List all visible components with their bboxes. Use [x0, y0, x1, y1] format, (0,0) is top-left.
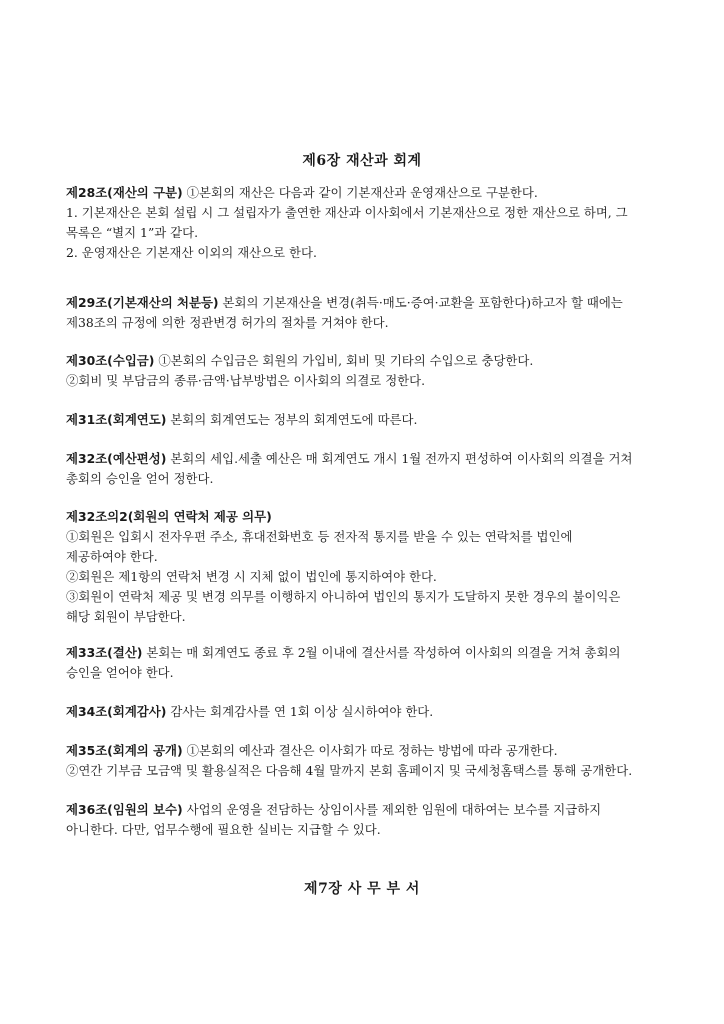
- article-30-line-2: ②회비 및 부담금의 종류·금액·납부방법은 이사회의 의결로 정한다.: [66, 373, 426, 388]
- article-28: [66, 183, 662, 263]
- article-30-heading: 제30조(수입금): [66, 353, 155, 368]
- article-32-2: [66, 507, 662, 627]
- article-35: [66, 741, 662, 781]
- article-35-line-1: [66, 741, 662, 761]
- article-32-2-line-4: ②회원은 제1항의 연락처 변경 시 지체 없이 법인에 통지하여야 한다.: [66, 569, 437, 584]
- article-36-heading: 제36조(임원의 보수): [66, 802, 183, 817]
- article-33-line-2: 승인을 얻어야 한다.: [66, 665, 174, 680]
- article-33-line-1: [66, 643, 662, 663]
- article-36-line-1: [66, 800, 662, 820]
- article-32-2-line-2: ①회원은 입회시 전자우편 주소, 휴대전화번호 등 전자적 통지를 받을 수 있는 연락처를 법인에: [66, 529, 573, 544]
- article-34-line-1: [66, 702, 662, 722]
- article-35-heading: 제35조(회계의 공개): [66, 743, 183, 758]
- article-29-heading: 제29조(기본재산의 처분등): [66, 295, 219, 310]
- article-34-heading: 제34조(회계감사): [66, 704, 167, 719]
- article-30: [66, 351, 662, 391]
- chapter-6-title: 제6장 재산과 회계: [302, 153, 422, 169]
- article-31-text: 본회의 회계연도는 정부의 회계연도에 따른다.: [166, 412, 418, 427]
- article-34-text: 감사는 회계감사를 연 1회 이상 실시하여야 한다.: [166, 704, 434, 719]
- article-29-line-1: [66, 293, 662, 313]
- article-32-heading: 제32조(예산편성): [66, 451, 167, 466]
- article-32-text: 본회의 세입.세출 예산은 매 회계연도 개시 1월 전까지 편성하여 이사회의 의결을 거쳐: [166, 451, 633, 466]
- article-28-line-4: 2. 운영재산은 기본재산 이외의 재산으로 한다.: [66, 245, 317, 260]
- article-29: [66, 293, 662, 333]
- article-33: [66, 643, 662, 683]
- article-32: [66, 449, 662, 489]
- article-32-2-line-1: [66, 507, 662, 527]
- article-30-text: ①본회의 수입금은 회원의 가입비, 회비 및 기타의 수입으로 충당한다.: [154, 353, 534, 368]
- article-34: [66, 702, 662, 722]
- article-28-line-2: 1. 기본재산은 본회 설립 시 그 설립자가 출연한 재산과 이사회에서 기본재산으로 정한 재산으로 하며, 그: [66, 205, 628, 220]
- article-31-line-1: [66, 410, 662, 430]
- article-35-line-2: ②연간 기부금 모금액 및 활용실적은 다음해 4월 말까지 본회 홈페이지 및 국세청홈택스를 통해 공개한다.: [66, 763, 633, 778]
- article-36: [66, 800, 662, 840]
- article-30-line-1: [66, 351, 662, 371]
- article-32-2-line-6: 해당 회원이 부담한다.: [66, 609, 186, 624]
- article-32-line-1: [66, 449, 662, 469]
- article-29-line-2: 제38조의 규정에 의한 정관변경 허가의 절차를 거쳐야 한다.: [66, 315, 389, 330]
- article-28-line-3: 목록은 “별지 1”과 같다.: [66, 225, 199, 240]
- article-32-line-2: 총회의 승인을 얻어 정한다.: [66, 471, 214, 486]
- article-28-line-1: [66, 183, 662, 203]
- article-31: [66, 410, 662, 430]
- article-32-2-heading: 제32조의2(회원의 연락처 제공 의무): [66, 509, 272, 524]
- article-33-text: 본회는 매 회계연도 종료 후 2월 이내에 결산서를 작성하여 이사회의 의결을 거쳐 총회의: [142, 645, 621, 660]
- article-28-heading: 제28조(재산의 구분): [66, 185, 183, 200]
- chapter-7-title: 제7장 사 무 부 서: [304, 881, 420, 897]
- article-31-heading: 제31조(회계연도): [66, 412, 167, 427]
- article-36-text: 사업의 운영을 전담하는 상임이사를 제외한 임원에 대하여는 보수를 지급하지: [182, 802, 602, 817]
- article-29-text: 본회의 기본재산을 변경(취득·매도·증여·교환을 포함한다)하고자 할 때에는: [218, 295, 623, 310]
- article-32-2-line-5: ③회원이 연락처 제공 및 변경 의무를 이행하지 아니하여 법인의 통지가 도달하지 못한 경우의 불이익은: [66, 589, 621, 604]
- article-35-text: ①본회의 예산과 결산은 이사회가 따로 정하는 방법에 따라 공개한다.: [182, 743, 558, 758]
- article-28-text: ①본회의 재산은 다음과 같이 기본재산과 운영재산으로 구분한다.: [182, 185, 538, 200]
- article-33-heading: 제33조(결산): [66, 645, 143, 660]
- article-32-2-line-3: 제공하여야 한다.: [66, 549, 158, 564]
- article-36-line-2: 아니한다. 다만, 업무수행에 필요한 실비는 지급할 수 있다.: [66, 822, 381, 837]
